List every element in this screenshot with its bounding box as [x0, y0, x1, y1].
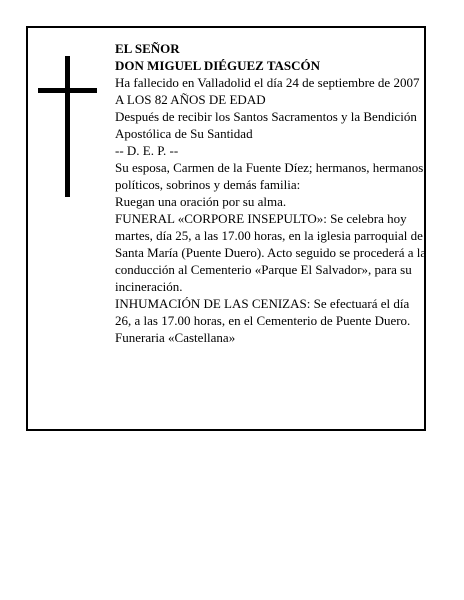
- funeral-home-line: Funeraria «Castellana»: [115, 330, 236, 345]
- obituary-notice: [26, 26, 426, 431]
- inhumation-paragraph: INHUMACIÓN DE LAS CENIZAS: Se efectuará el día 26, a las 17.00 horas, en el Cementerio de Puente Duero.: [115, 296, 411, 328]
- death-statement: Ha fallecido en Valladolid el día 24 de septiembre de 2007: [115, 75, 420, 90]
- sacraments-line: Después de recibir los Santos Sacramentos y la Bendición Apostólica de Su Santidad: [115, 109, 417, 141]
- cross-horizontal-bar: [38, 88, 97, 93]
- age-line: A LOS 82 AÑOS DE EDAD: [115, 92, 266, 107]
- rip-line: -- D. E. P. --: [115, 143, 179, 158]
- title-line: EL SEÑOR: [115, 41, 180, 56]
- prayer-line: Ruegan una oración por su alma.: [115, 194, 287, 209]
- deceased-name: DON MIGUEL DIÉGUEZ TASCÓN: [115, 58, 321, 73]
- funeral-paragraph: FUNERAL «CORPORE INSEPULTO»: Se celebra hoy martes, día 25, a las 17.00 horas, en la iglesia parroquial de Santa María (Puente Duero). Acto seguido se procederá a la conducción al Cementerio «Parque El Salvador», para su incineración.: [115, 211, 427, 294]
- obituary-text: [115, 40, 427, 346]
- cross-vertical-bar: [65, 56, 70, 197]
- family-line: Su esposa, Carmen de la Fuente Díez; hermanos, hermanos políticos, sobrinos y demás familia:: [115, 160, 424, 192]
